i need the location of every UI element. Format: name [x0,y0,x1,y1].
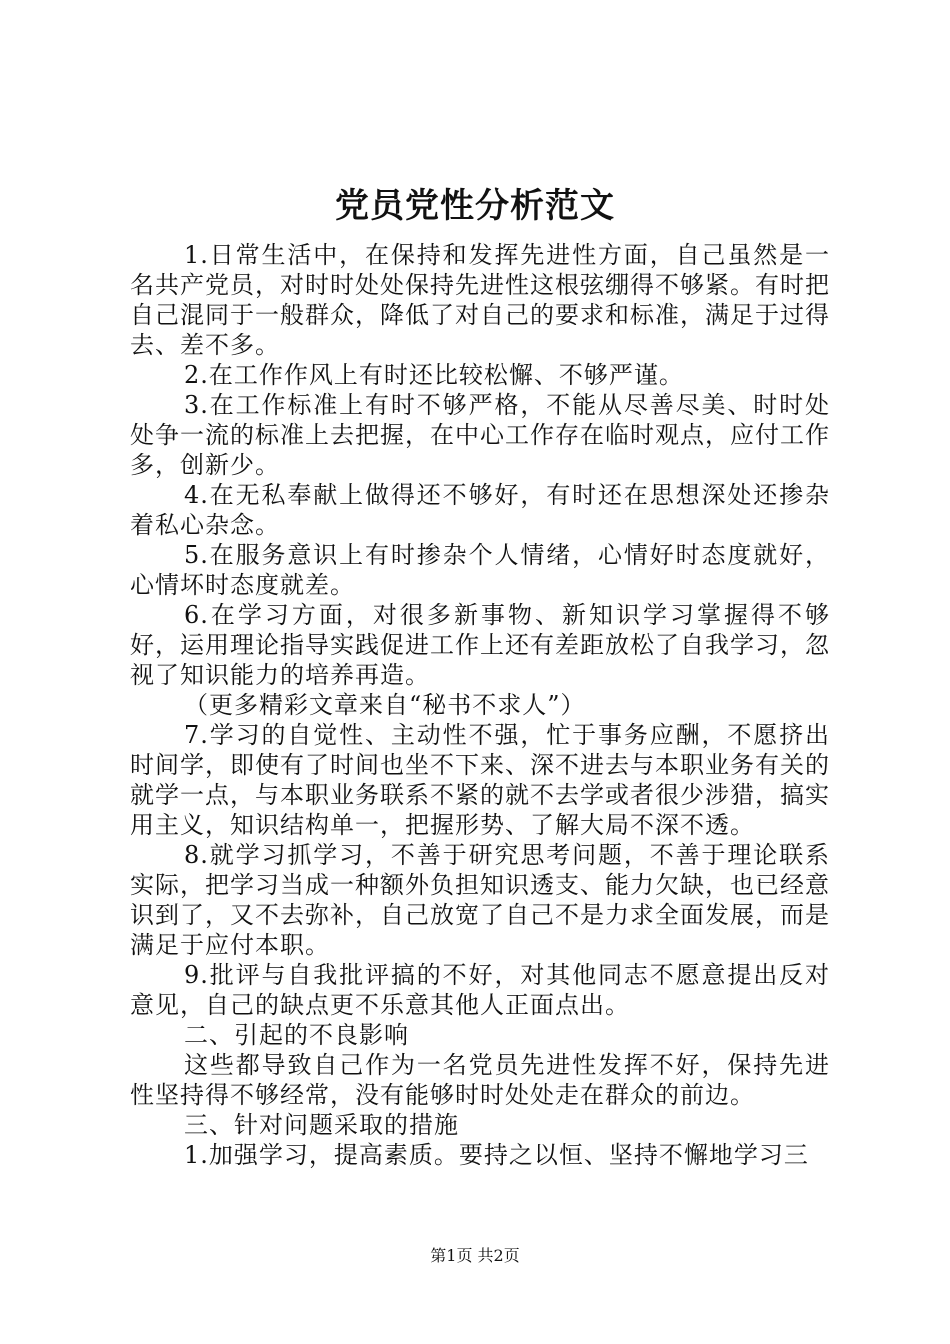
document-title: 党员党性分析范文 [335,186,615,226]
section-heading-impact: 二、引起的不良影响 [184,1021,409,1049]
paragraph-measure-1: 1.加强学习，提高素质。要持之以恒、坚持不懈地学习三 [184,1141,809,1169]
page-number: 第1页 共2页 [430,1246,520,1265]
paragraph-impact: 这些都导致自己作为一名党员先进性发挥不好，保持先进性坚持得不够经常，没有能够时时处处走在群众的前边。 [130,1051,830,1109]
paragraph-3: 3.在工作标准上有时不够严格，不能从尽善尽美、时时处处争一流的标准上去把握，在中心工作存在临时观点，应付工作多，创新少。 [130,391,830,479]
paragraph-2: 2.在工作作风上有时还比较松懈、不够严谨。 [184,361,684,389]
paragraph-8: 8.就学习抓学习，不善于研究思考问题，不善于理论联系实际，把学习当成一种额外负担知识透支、能力欠缺，也已经意识到了，又不去弥补，自己放宽了自己不是力求全面发展，而是满足于应付本职。 [130,841,830,959]
source-note: （更多精彩文章来自“秘书不求人”） [184,691,586,719]
paragraph-6: 6.在学习方面，对很多新事物、新知识学习掌握得不够好，运用理论指导实践促进工作上还有差距放松了自我学习，忽视了知识能力的培养再造。 [130,601,830,689]
paragraph-7: 7.学习的自觉性、主动性不强，忙于事务应酬，不愿挤出时间学，即使有了时间也坐不下来、深不进去与本职业务有关的就学一点，与本职业务联系不紧的就不去学或者很少涉猎，搞实用主义，知识结构单一，把握形势、了解大局不深不透。 [130,721,830,839]
document-body [130,240,830,1170]
paragraph-9: 9.批评与自我批评搞的不好，对其他同志不愿意提出反对意见，自己的缺点更不乐意其他人正面点出。 [130,961,830,1019]
paragraph-5: 5.在服务意识上有时掺杂个人情绪，心情好时态度就好，心情坏时态度就差。 [130,541,830,599]
paragraph-1: 1.日常生活中，在保持和发挥先进性方面，自己虽然是一名共产党员，对时时处处保持先进性这根弦绷得不够紧。有时把自己混同于一般群众，降低了对自己的要求和标准，满足于过得去、差不多。 [130,241,830,359]
paragraph-4: 4.在无私奉献上做得还不够好，有时还在思想深处还掺杂着私心杂念。 [130,481,830,539]
section-heading-measures: 三、针对问题采取的措施 [184,1111,459,1139]
